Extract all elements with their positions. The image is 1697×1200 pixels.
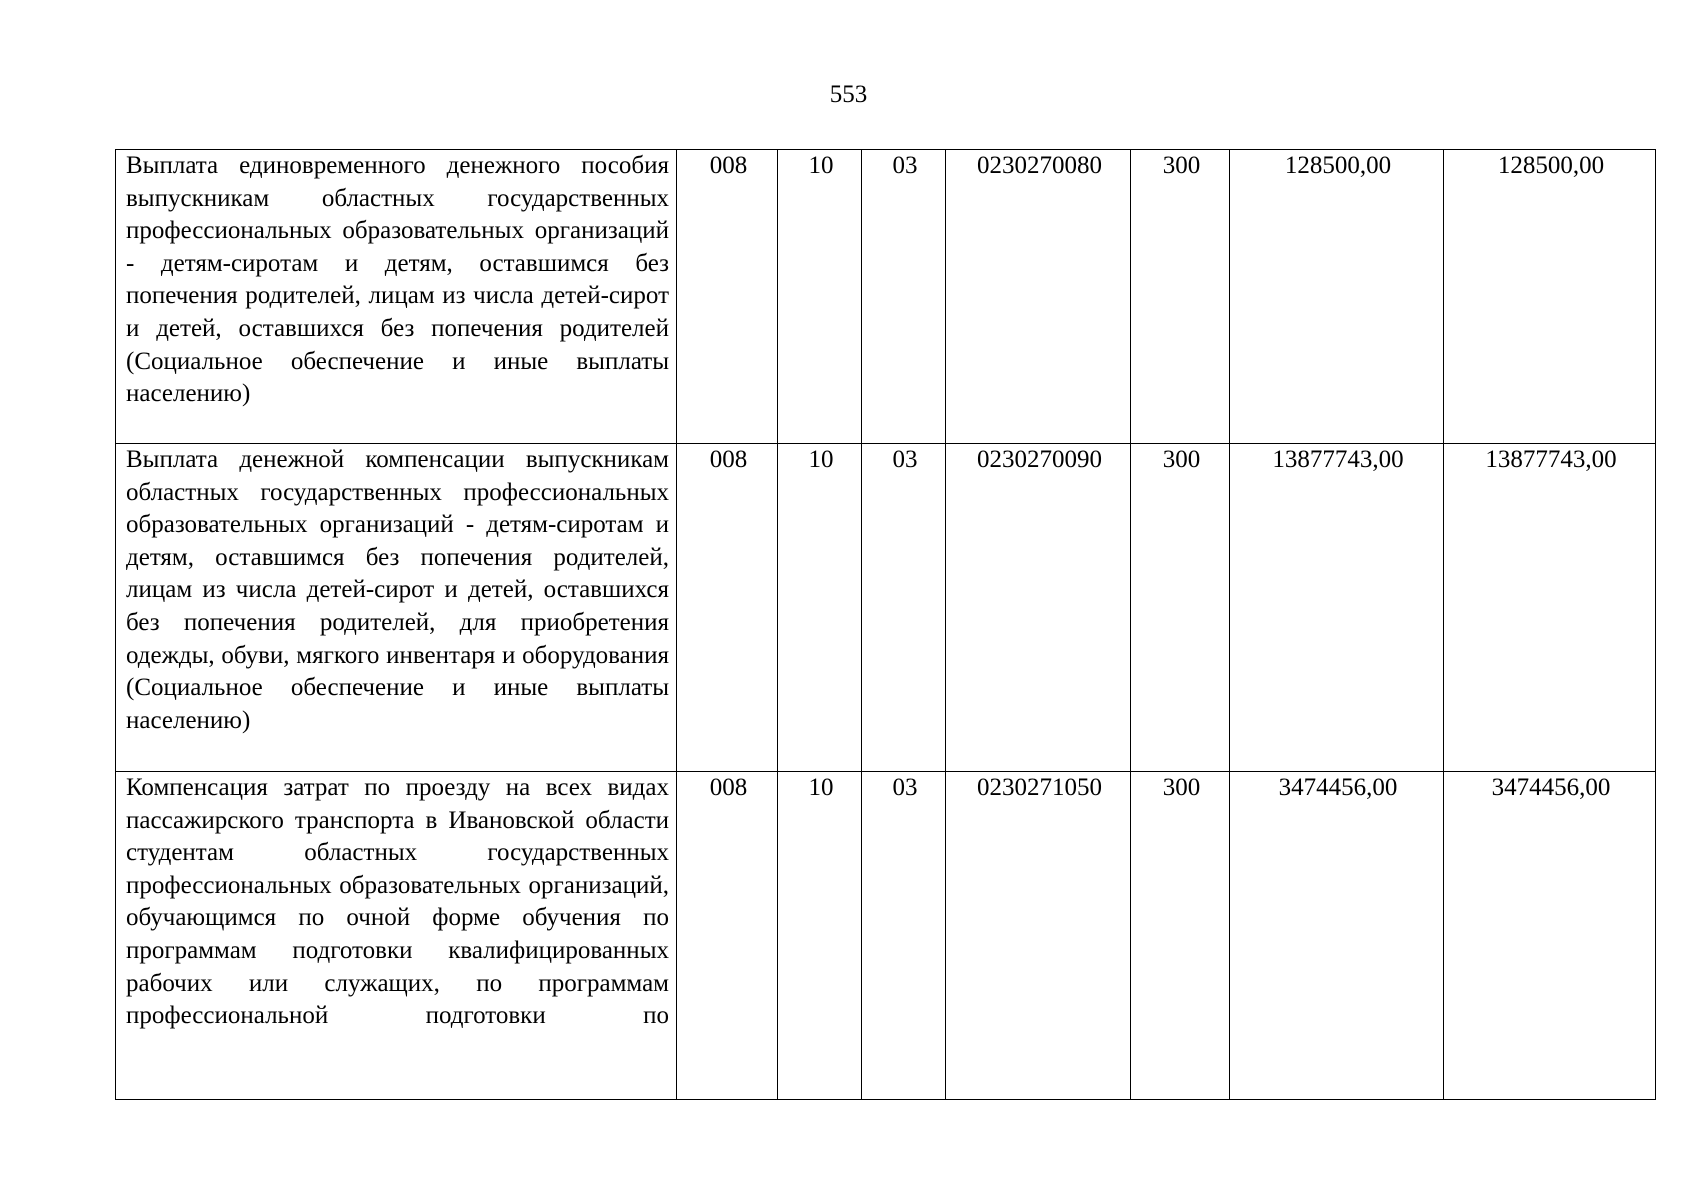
ministry-code: 008 xyxy=(677,150,778,444)
row-description: Выплата единовременного денежного пособия выпускникам областных государственных профессиональных образовательных организаций - детям-сиротам и детям, оставшимся без попечения родителей, лицам из числа детей-сирот и детей, оставшихся без попечения родителей (Социальное обеспечение и иные выплаты населению) xyxy=(116,150,677,444)
table-row xyxy=(116,444,1656,772)
section-code: 10 xyxy=(778,150,862,444)
amount-second: 13877743,00 xyxy=(1444,444,1656,772)
amount-second: 128500,00 xyxy=(1444,150,1656,444)
target-article-code: 0230270080 xyxy=(946,150,1131,444)
expense-type-code: 300 xyxy=(1131,444,1230,772)
expense-type-code: 300 xyxy=(1131,772,1230,1100)
subsection-code: 03 xyxy=(862,772,946,1100)
section-code: 10 xyxy=(778,772,862,1100)
amount-first: 128500,00 xyxy=(1230,150,1444,444)
table-row xyxy=(116,150,1656,444)
amount-second: 3474456,00 xyxy=(1444,772,1656,1100)
ministry-code: 008 xyxy=(677,444,778,772)
page-number: 553 xyxy=(829,81,868,108)
expense-type-code: 300 xyxy=(1131,150,1230,444)
budget-table xyxy=(115,149,1656,1100)
row-description: Выплата денежной компенсации выпускникам областных государственных профессиональных образовательных организаций - детям-сиротам и детям, оставшимся без попечения родителей, лицам из числа детей-сирот и детей, оставшихся без попечения родителей, для приобретения одежды, обуви, мягкого инвентаря и оборудования (Социальное обеспечение и иные выплаты населению) xyxy=(116,444,677,772)
section-code: 10 xyxy=(778,444,862,772)
table-row xyxy=(116,772,1656,1100)
amount-first: 13877743,00 xyxy=(1230,444,1444,772)
row-description: Компенсация затрат по проезду на всех видах пассажирского транспорта в Ивановской области студентам областных государственных профессиональных образовательных организаций, обучающимся по очной форме обучения по программам подготовки квалифицированных рабочих или служащих, по программам профессиональной подготовки по xyxy=(116,772,677,1100)
target-article-code: 0230270090 xyxy=(946,444,1131,772)
ministry-code: 008 xyxy=(677,772,778,1100)
amount-first: 3474456,00 xyxy=(1230,772,1444,1100)
target-article-code: 0230271050 xyxy=(946,772,1131,1100)
subsection-code: 03 xyxy=(862,444,946,772)
subsection-code: 03 xyxy=(862,150,946,444)
